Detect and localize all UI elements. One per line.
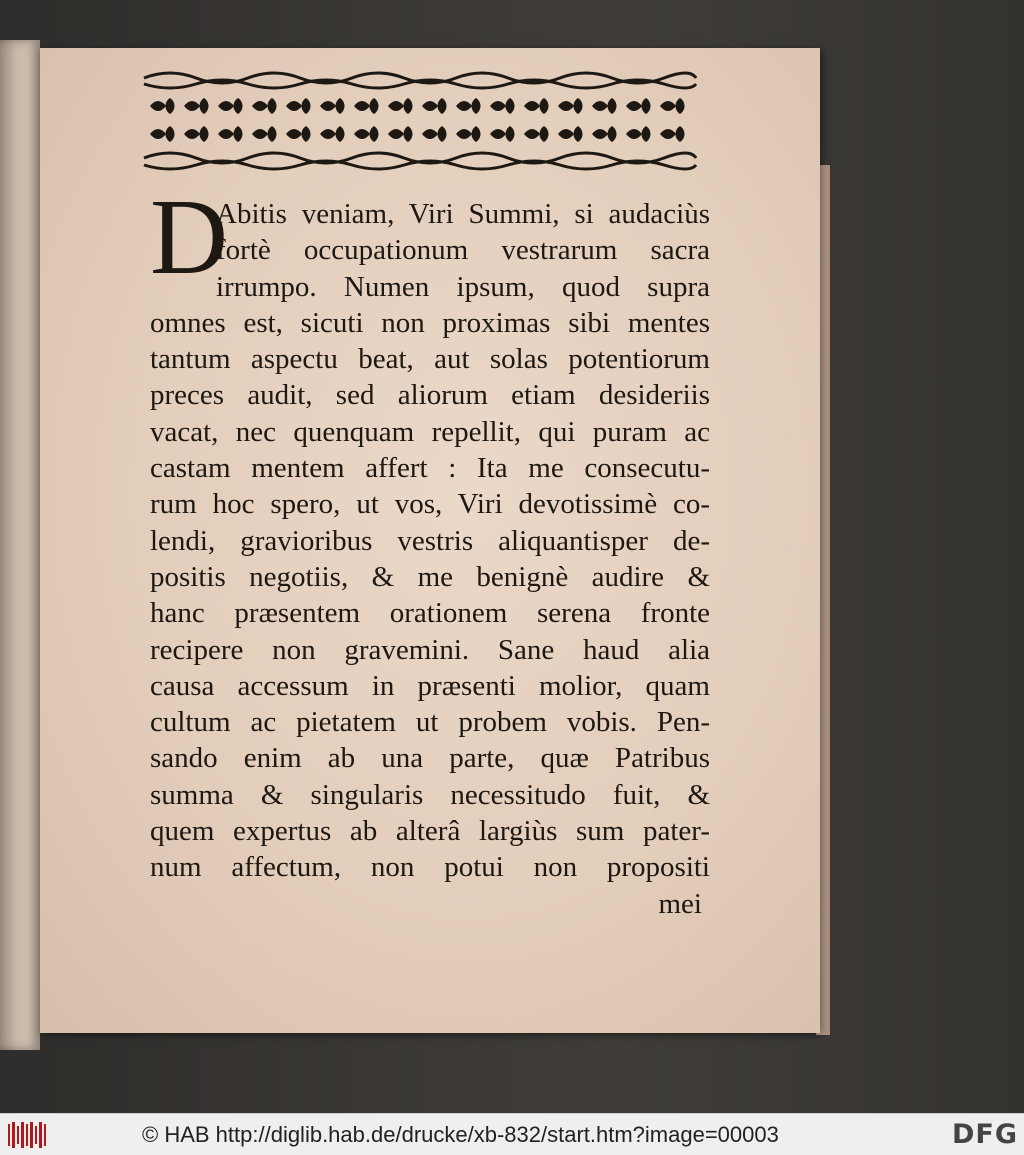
text-line: summa & singularis necessitudo fuit, & (150, 778, 710, 811)
text-line: recipere non gravemini. Sane haud alia (150, 633, 710, 666)
text-line: positis negotiis, & me benignè audire & (150, 560, 710, 593)
text-line: preces audit, sed aliorum etiam desideriis (150, 379, 710, 412)
text-line: omnes est, sicuti non proximas sibi mentes (150, 306, 710, 339)
previous-page-edge (0, 40, 40, 1050)
drop-cap: D (150, 178, 228, 297)
text-line: vacat, nec quenquam repellit, qui puram ac (150, 415, 710, 448)
hab-barcode-logo-icon[interactable] (6, 1120, 48, 1150)
text-line: Abitis veniam, Viri Summi, si audaciùs (216, 198, 710, 230)
viewer-footer (0, 1113, 1024, 1155)
text-line: rum hoc spero, ut vos, Viri devotissimè co- (150, 488, 710, 521)
text-line: sando enim ab una parte, quæ Patribus (150, 742, 710, 775)
text-line: quem expertus ab alterâ largiùs sum pater- (150, 815, 710, 848)
text-line: irrumpo. Numen ipsum, quod supra (216, 270, 710, 303)
text-line: num affectum, non potui non propositi (150, 851, 710, 884)
text-line: lendi, gravioribus vestris aliquantisper de- (150, 524, 710, 557)
text-line: castam mentem affert : Ita me consecutu- (150, 452, 710, 485)
text-line: cultum ac pietatem ut probem vobis. Pen- (150, 706, 710, 739)
text-line: hanc præsentem orationem serena fronte (150, 597, 710, 630)
page-text (150, 196, 710, 922)
text-line: tantum aspectu beat, aut solas potentiorum (150, 343, 710, 376)
dfg-logo[interactable]: DFG (951, 1119, 1018, 1150)
ornamental-headpiece (140, 68, 700, 176)
text-line: causa accessum in præsenti molior, quam (150, 669, 710, 702)
catchword: mei (658, 887, 702, 920)
copyright-url[interactable]: © HAB http://diglib.hab.de/drucke/xb-832/start.htm?image=00003 (142, 1122, 779, 1147)
text-line: fortè occupationum vestrarum sacra (216, 234, 710, 267)
